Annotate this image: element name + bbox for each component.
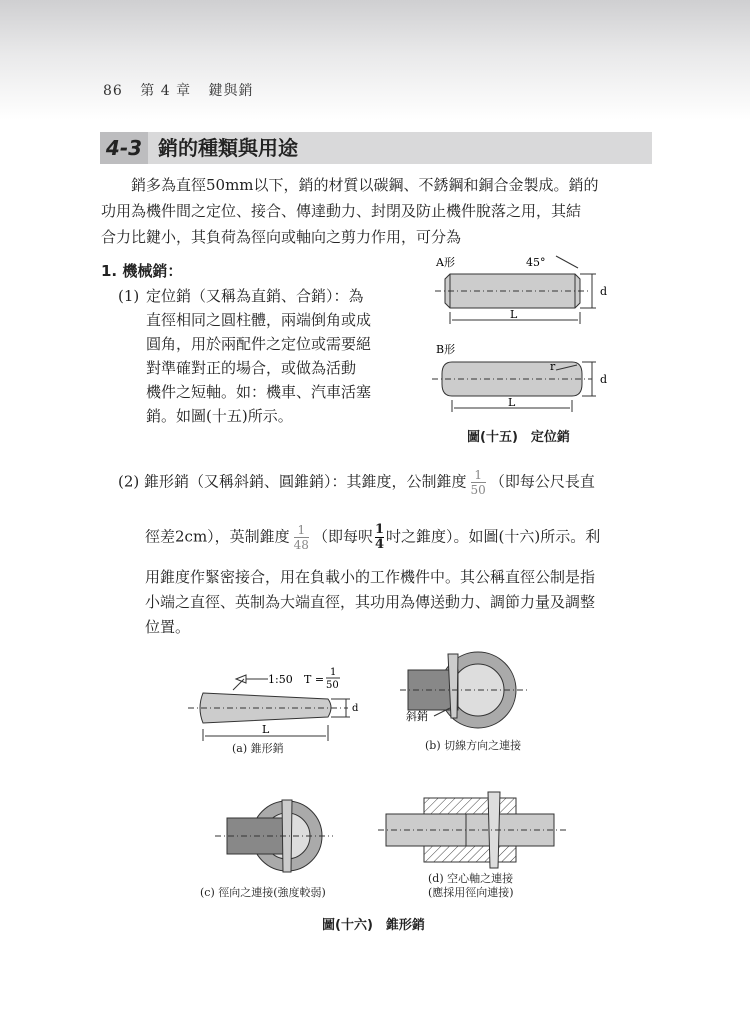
running-header — [103, 80, 266, 100]
label-b-type: B形 — [436, 343, 456, 356]
label-a-type: A形 — [436, 256, 455, 269]
label-d: d — [600, 373, 608, 386]
item-heading: 1. 機械銷： — [101, 262, 183, 280]
text-run: （即每呎 — [312, 527, 373, 546]
figure-16c — [215, 796, 335, 876]
subitem-line: 對準確對正的場合，或做為活動 — [146, 359, 357, 377]
figure-16b-caption: (b) 切線方向之連接 — [425, 739, 522, 752]
figure-16d — [378, 790, 568, 870]
label-slant-pin: 斜銷 — [406, 710, 428, 723]
figure-16d-caption: (應採用徑向連接) — [428, 886, 514, 899]
subitem-2-line: 小端之直徑、英制為大端直徑，其功用為傳送動力、調節力量及調整 — [145, 593, 596, 611]
figure-16-caption: 圖(十六) 錐形銷 — [322, 918, 425, 933]
text-run: (2) 錐形銷（又稱斜銷、圓錐銷）：其錐度，公制錐度 — [118, 472, 467, 491]
subitem-2-line: 用錐度作緊密接合，用在負載小的工作機件中。其公稱直徑公制是指 — [145, 568, 596, 586]
subitem-line: 圓角，用於兩配件之定位或需要絕 — [146, 335, 372, 353]
text-run: 吋之錐度）。如圖(十六)所示。利 — [386, 527, 601, 546]
page-number: 86 — [103, 83, 123, 99]
figure-15-caption: 圖(十五) 定位銷 — [467, 430, 570, 445]
subitem-2-line — [118, 468, 595, 497]
subitem-line: 銷。如圖(十五)所示。 — [146, 407, 293, 425]
label-L: L — [510, 308, 518, 321]
subitem-2-line — [145, 523, 600, 552]
subitem-line: 直徑相同之圓柱體，兩端倒角或成 — [146, 311, 372, 329]
subitem-line: 定位銷（又稱為直銷、合銷）：為 — [146, 287, 364, 305]
figure-16d-caption: (d) 空心軸之連接 — [428, 872, 514, 885]
label-angle: 45° — [526, 256, 546, 269]
subitem-line: 機件之短軸。如：機車、汽車活塞 — [146, 383, 372, 401]
fraction: $\frac{1}{4}$ — [374, 522, 385, 552]
label-d: d — [352, 703, 359, 714]
text-run: 徑差2cm），英制錐度 — [145, 527, 290, 546]
label-taper: 1:50 — [268, 673, 293, 686]
subitem-label: (1) — [118, 287, 140, 305]
text-run: （即每公尺長直 — [489, 472, 595, 491]
intro-line: 銷多為直徑50mm以下，銷的材質以碳鋼、不銹鋼和銅合金製成。銷的 — [131, 176, 599, 194]
figure-15 — [430, 252, 620, 422]
label-L: L — [508, 396, 516, 409]
header-band — [0, 0, 750, 120]
label-T-num: 1 — [330, 667, 337, 678]
subitem-2-line: 位置。 — [145, 618, 191, 636]
figure-16c-caption: (c) 徑向之連接(強度較弱) — [200, 886, 326, 899]
chapter-title: 鍵與銷 — [208, 83, 254, 99]
figure-16a-caption: (a) 錐形銷 — [232, 742, 284, 755]
chapter-number: 第 4 章 — [140, 83, 192, 99]
fraction: $\frac{1}{50}$ — [470, 468, 486, 497]
label-T: T = — [304, 673, 325, 686]
section-number: 4-3 — [100, 132, 148, 164]
label-r: r — [550, 360, 556, 373]
intro-line: 合力比鍵小，其負荷為徑向或軸向之剪力作用，可分為 — [101, 228, 462, 246]
label-d: d — [600, 285, 608, 298]
figure-16b — [400, 648, 540, 748]
fraction: $\frac{1}{48}$ — [293, 523, 309, 552]
label-L: L — [262, 723, 270, 736]
intro-line: 功用為機件間之定位、接合、傳達動力、封閉及防止機件脫落之用，其結 — [101, 202, 582, 220]
subitem-1 — [118, 284, 390, 428]
section-title: 銷的種類與用途 — [158, 136, 298, 160]
label-T-den: 50 — [326, 680, 339, 691]
intro-paragraph — [101, 172, 653, 250]
